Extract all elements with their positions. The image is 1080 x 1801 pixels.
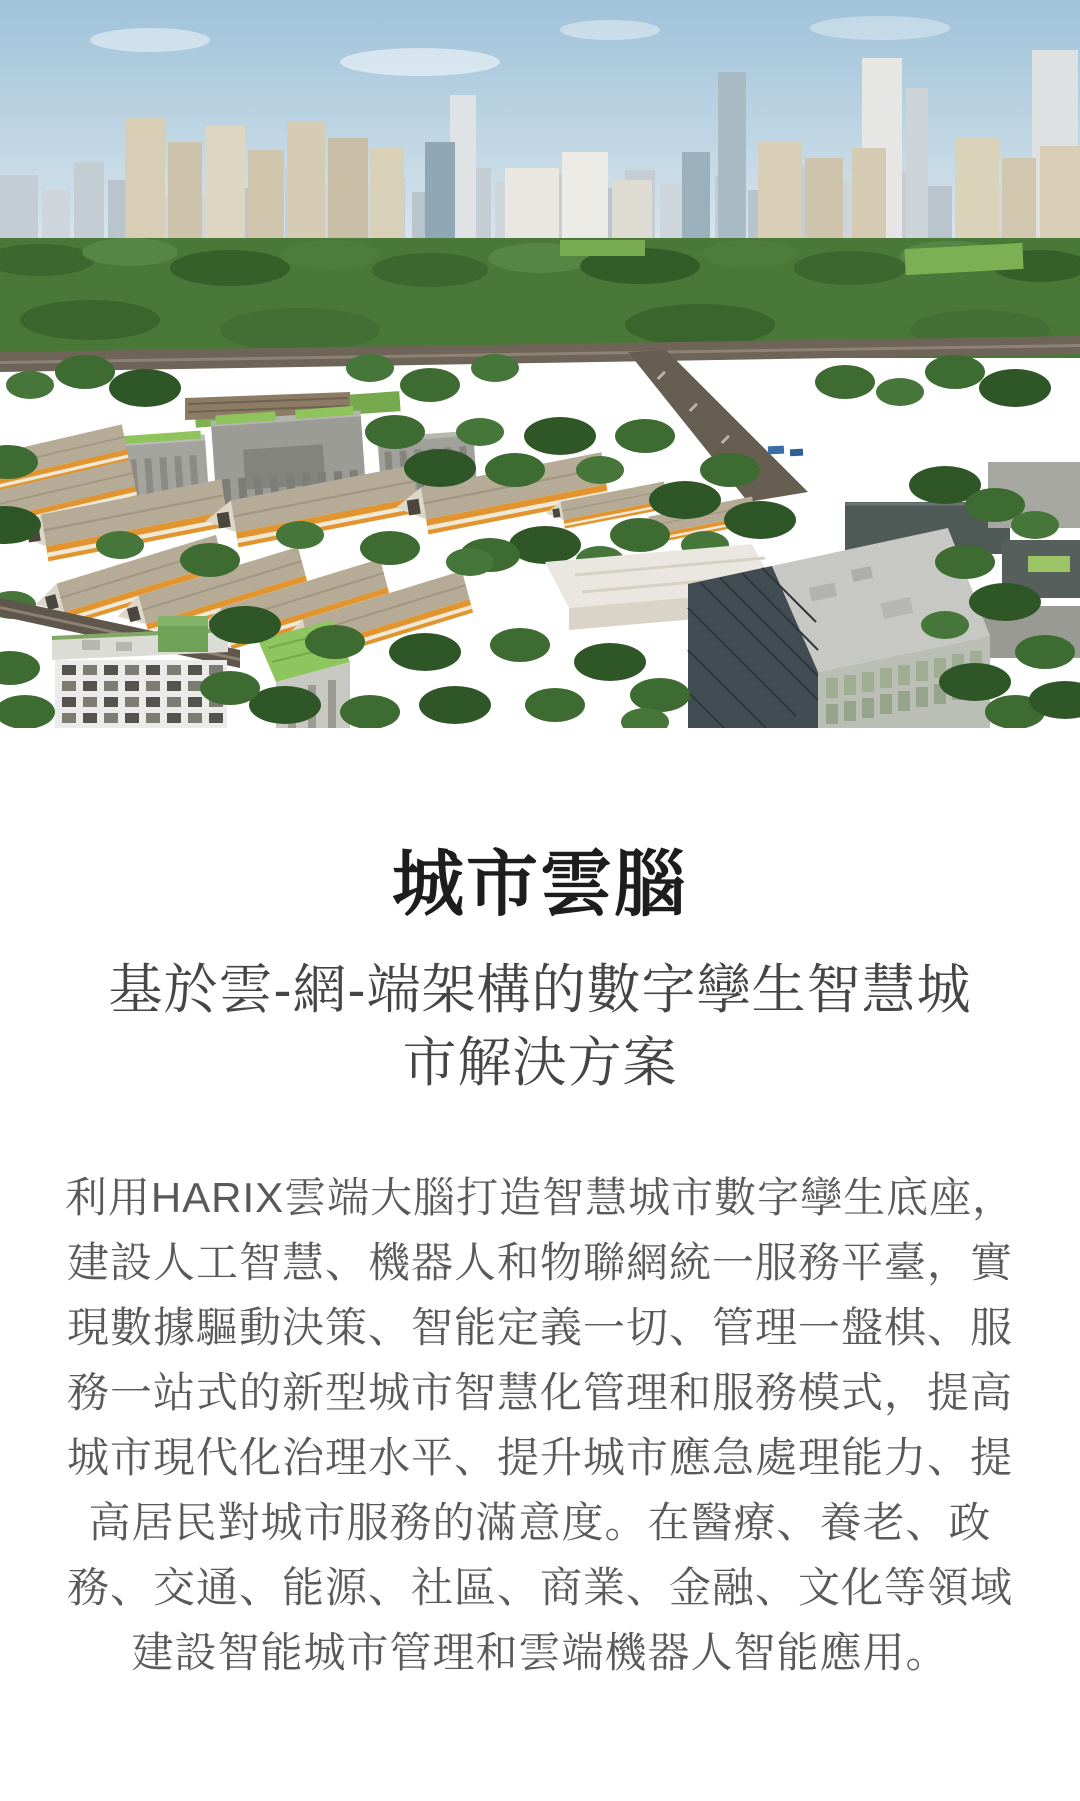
city-aerial-3d-render-image xyxy=(0,0,1080,728)
section-body: 利用HARIX雲端大腦打造智慧城市數字孿生底座，建設人工智慧、機器人和物聯網統一服務平臺，實現數據驅動決策、智能定義一切、管理一盤棋、服務一站式的新型城市智慧化管理和服務模式，提高城市現代化治理水平、提升城市應急處理能力、提高居民對城市服務的滿意度。在醫療、養老、政務、交通、能源、社區、商業、金融、文化等領域建設智能城市管理和雲端機器人智能應用。 xyxy=(64,1174,1016,1677)
page-title: 城市雲腦 xyxy=(391,845,688,925)
section-subtitle: 基於雲-網-端架構的數字孿生智慧城市解決方案 xyxy=(108,960,972,1093)
hero-city-render xyxy=(0,0,1080,728)
city-cloud-brain-section xyxy=(0,842,1080,1685)
